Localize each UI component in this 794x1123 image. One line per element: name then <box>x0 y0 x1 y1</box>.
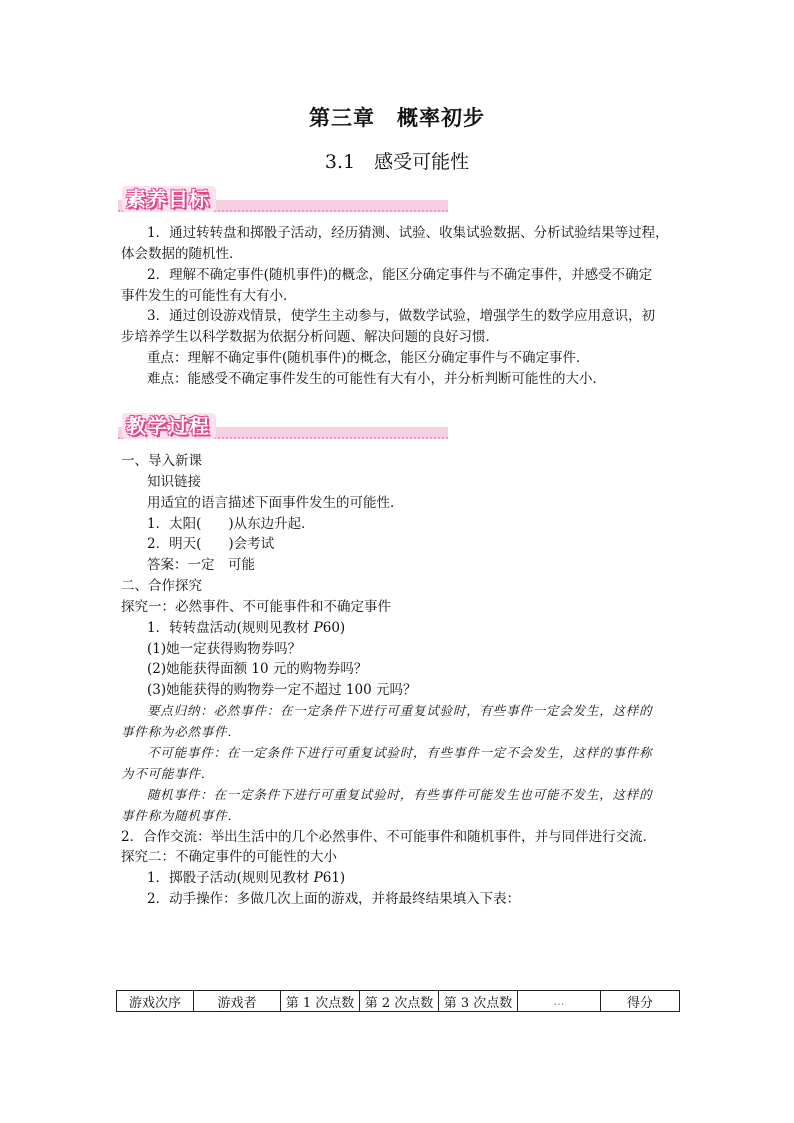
goal-2-line-1: 2．理解不确定事件(随机事件)的概念，能区分确定事件与不确定事件，并感受不确定 <box>147 267 653 283</box>
describe-prompt: 用适宜的语言描述下面事件发生的可能性． <box>147 495 404 511</box>
summary-certain-line-2: 事件称为必然事件． <box>121 724 241 739</box>
process-banner <box>118 413 448 443</box>
process-banner-label: 教学过程 <box>122 413 216 439</box>
part-1-heading: 一、导入新课 <box>121 453 202 469</box>
summary-random-line-1: 随机事件：在一定条件下进行可重复试验时，有些事件可能发生也可能不发生，这样的 <box>147 787 653 802</box>
table-header-cell: 得分 <box>601 991 680 1012</box>
table-header-cell: 第 2 次点数 <box>360 991 439 1012</box>
question-2: 2．明天( )会考试 <box>147 536 275 552</box>
table-header-cell: 游戏者 <box>194 991 281 1012</box>
goal-1-line-2: 体会数据的随机性． <box>121 246 243 262</box>
exchange-task: 2．合作交流：举出生活中的几个必然事件、不可能事件和随机事件，并与同伴进行交流． <box>121 829 657 845</box>
summary-certain-line-1: 要点归纳：必然事件：在一定条件下进行可重复试验时，有些事件一定会发生，这样的 <box>147 703 653 718</box>
goals-banner-label: 素养目标 <box>122 186 216 212</box>
table-header-cell: … <box>518 991 601 1012</box>
part-2-heading: 二、合作探究 <box>121 578 202 594</box>
dice-activity-page: 61) <box>322 870 346 886</box>
dice-activity <box>147 868 345 888</box>
table-header-row <box>117 991 680 1012</box>
goal-1-line-1: 1．通过转转盘和掷骰子活动，经历猜测、试验、收集试验数据、分析试验结果等过程， <box>147 225 669 241</box>
spinner-activity <box>147 618 345 638</box>
spinner-activity-text: 1．转转盘活动(规则见教材 <box>147 620 314 636</box>
spinner-question-3: (3)她能获得的购物券一定不超过 100 元吗？ <box>147 682 417 698</box>
dice-activity-text: 1．掷骰子活动(规则见教材 <box>147 870 314 886</box>
knowledge-link: 知识链接 <box>147 474 201 490</box>
goals-banner <box>118 186 448 216</box>
explore-1-heading: 探究一：必然事件、不可能事件和不确定事件 <box>121 599 391 615</box>
summary-impossible-line-1: 不可能事件：在一定条件下进行可重复试验时，有些事件一定不会发生，这样的事件称 <box>147 745 653 760</box>
goal-2-line-2: 事件发生的可能性有大有小． <box>121 288 297 304</box>
answer-text: 答案：一定 可能 <box>147 557 255 573</box>
difficulty-point: 难点：能感受不确定事件发生的可能性有大有小，并分析判断可能性的大小． <box>147 371 606 387</box>
hands-on-task: 2．动手操作：多做几次上面的游戏，并将最终结果填入下表： <box>147 891 521 907</box>
game-results-table <box>116 990 680 1012</box>
goal-3-line-1: 3．通过创设游戏情景，使学生主动参与，做数学试验，增强学生的数学应用意识，初 <box>147 308 656 324</box>
table-header-cell: 第 1 次点数 <box>281 991 360 1012</box>
summary-random-line-2: 事件称为随机事件． <box>121 808 241 823</box>
goal-3-line-2: 步培养学生以科学数据为依据分析问题、解决问题的良好习惯． <box>121 329 499 345</box>
question-1: 1．太阳( )从东边升起． <box>147 516 315 532</box>
page-p-italic: P <box>313 620 323 636</box>
spinner-activity-page: 60) <box>322 620 346 636</box>
table-header-cell: 第 3 次点数 <box>439 991 518 1012</box>
page-p-italic: P <box>313 870 323 886</box>
spinner-question-2: (2)她能获得面额 10 元的购物券吗？ <box>147 661 368 677</box>
chapter-title: 第三章 概率初步 <box>309 105 485 130</box>
explore-2-heading: 探究二：不确定事件的可能性的大小 <box>121 849 337 865</box>
spinner-question-1: (1)她一定获得购物券吗？ <box>147 641 302 657</box>
table-header-cell: 游戏次序 <box>117 991 194 1012</box>
key-point: 重点：理解不确定事件(随机事件)的概念，能区分确定事件与不确定事件． <box>147 350 590 366</box>
summary-impossible-line-2: 为不可能事件． <box>121 766 215 781</box>
section-title: 3.1 感受可能性 <box>324 151 470 173</box>
